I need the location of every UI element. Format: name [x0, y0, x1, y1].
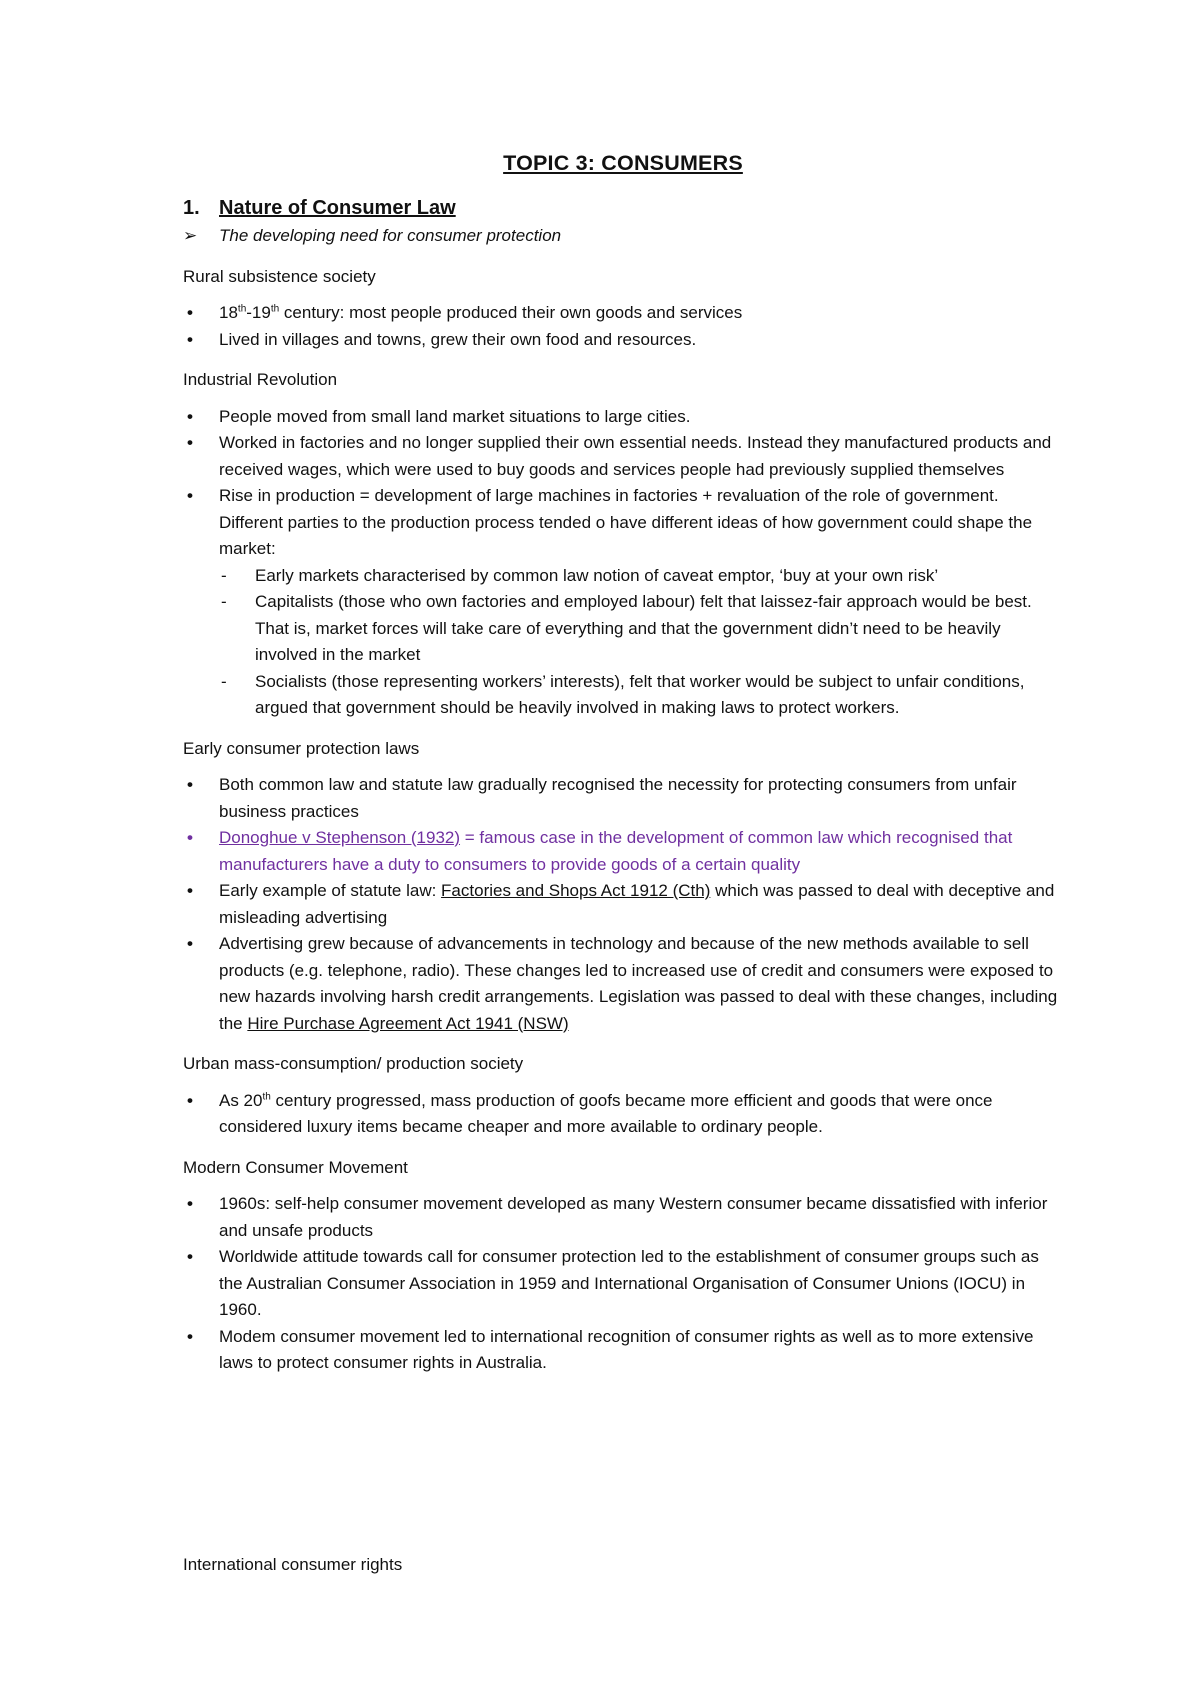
- list-item: • Worldwide attitude towards call for consumer protection led to the establishment of consumer groups such as the Australian Consumer Association in 1959 and International Organisation of Consumer Unions (IOCU) in 1960.: [183, 1244, 1063, 1324]
- industrial-heading: Industrial Revolution: [183, 370, 338, 389]
- list-item: • Lived in villages and towns, grew their own food and resources.: [183, 327, 1063, 354]
- arrow-bullet-icon: ➢: [183, 226, 198, 245]
- industrial-list: [183, 404, 1063, 722]
- subsection-heading: [183, 223, 1063, 250]
- modern-heading: Modern Consumer Movement: [183, 1157, 408, 1177]
- urban-heading: Urban mass-consumption/ production society: [183, 1054, 524, 1073]
- list-item: • 1960s: self-help consumer movement developed as many Western consumer became dissatisfied with inferior and unsafe products: [183, 1191, 1063, 1244]
- page-title: TOPIC 3: CONSUMERS: [503, 151, 743, 175]
- list-item: • Advertising grew because of advancements in technology and because of the new methods available to sell products (e.g. telephone, radio). These changes led to increased use of credit and consumers were exposed to new hazards involving harsh credit arrangements. Legislation was passed to deal with these changes, including the Hire Purchase Agreement Act 1941 (NSW): [183, 931, 1063, 1037]
- early-laws-list: [183, 772, 1063, 1037]
- rural-list: [183, 300, 1063, 353]
- list-item: • Both common law and statute law gradually recognised the necessity for protecting consumers from unfair business practices: [183, 772, 1063, 825]
- document-body: [183, 150, 1063, 1377]
- list-item-case: • Donoghue v Stephenson (1932) = famous case in the development of common law which recognised that manufacturers have a duty to consumers to provide goods of a certain quality: [183, 825, 1063, 878]
- section-title: Nature of Consumer Law: [219, 196, 456, 219]
- act-name: Hire Purchase Agreement Act 1941 (NSW): [247, 1013, 569, 1033]
- list-item: • People moved from small land market situations to large cities.: [183, 404, 1063, 431]
- case-link[interactable]: Donoghue v Stephenson (1932): [219, 828, 461, 847]
- list-item: • Worked in factories and no longer supplied their own essential needs. Instead they manufactured products and received wages, which were used to buy goods and services people had previously supplied themselves: [183, 430, 1063, 483]
- section-heading: [183, 195, 1063, 222]
- list-item: • As 20th century progressed, mass production of goofs became more efficient and goods that were once considered luxury items became cheaper and more available to ordinary people.: [183, 1088, 1063, 1141]
- sub-list-item: - Early markets characterised by common law notion of caveat emptor, ‘buy at your own risk’: [219, 563, 1063, 590]
- act-name: Factories and Shops Act 1912 (Cth): [441, 881, 711, 900]
- list-item: • 18th-19th century: most people produced their own goods and services: [183, 300, 1063, 327]
- sub-list-item: - Capitalists (those who own factories and employed labour) felt that laissez-fair approach would be best. That is, market forces will take care of everything and that the government didn’t need to be heavily involved in the market: [219, 589, 1063, 669]
- modern-list: [183, 1191, 1063, 1377]
- rural-heading: Rural subsistence society: [183, 266, 376, 286]
- sub-list-item: - Socialists (those representing workers’ interests), felt that worker would be subject to unfair conditions, argued that government should be heavily involved in making laws to protect workers.: [219, 669, 1063, 722]
- list-item: • Early example of statute law: Factories and Shops Act 1912 (Cth) which was passed to deal with deceptive and misleading advertising: [183, 878, 1063, 931]
- early-laws-heading: Early consumer protection laws: [183, 738, 420, 758]
- international-heading: International consumer rights: [183, 1555, 403, 1574]
- list-item: • Modem consumer movement led to international recognition of consumer rights as well as to more extensive laws to protect consumer rights in Australia.: [183, 1324, 1063, 1377]
- industrial-sublist: [219, 563, 1063, 722]
- subsection-title: The developing need for consumer protection: [219, 226, 562, 245]
- list-item: • Rise in production = development of large machines in factories + revaluation of the role of government. Different parties to the production process tended o have different ideas of how government could shape the market: - Early markets characterised by common law notion of caveat emptor, ‘buy at your own risk’ - Capitalists (those who own factories and employed labour) felt that laissez-fair approach would be best. That is, market forces will take care of everything and that the government didn’t need to be heavily involved in the market - Socialists (those representing workers’ interests), felt that worker would be subject to unfair conditions, argued that government should be heavily involved in making laws to protect workers.: [183, 483, 1063, 722]
- urban-list: [183, 1088, 1063, 1141]
- section-number: 1.: [183, 196, 200, 219]
